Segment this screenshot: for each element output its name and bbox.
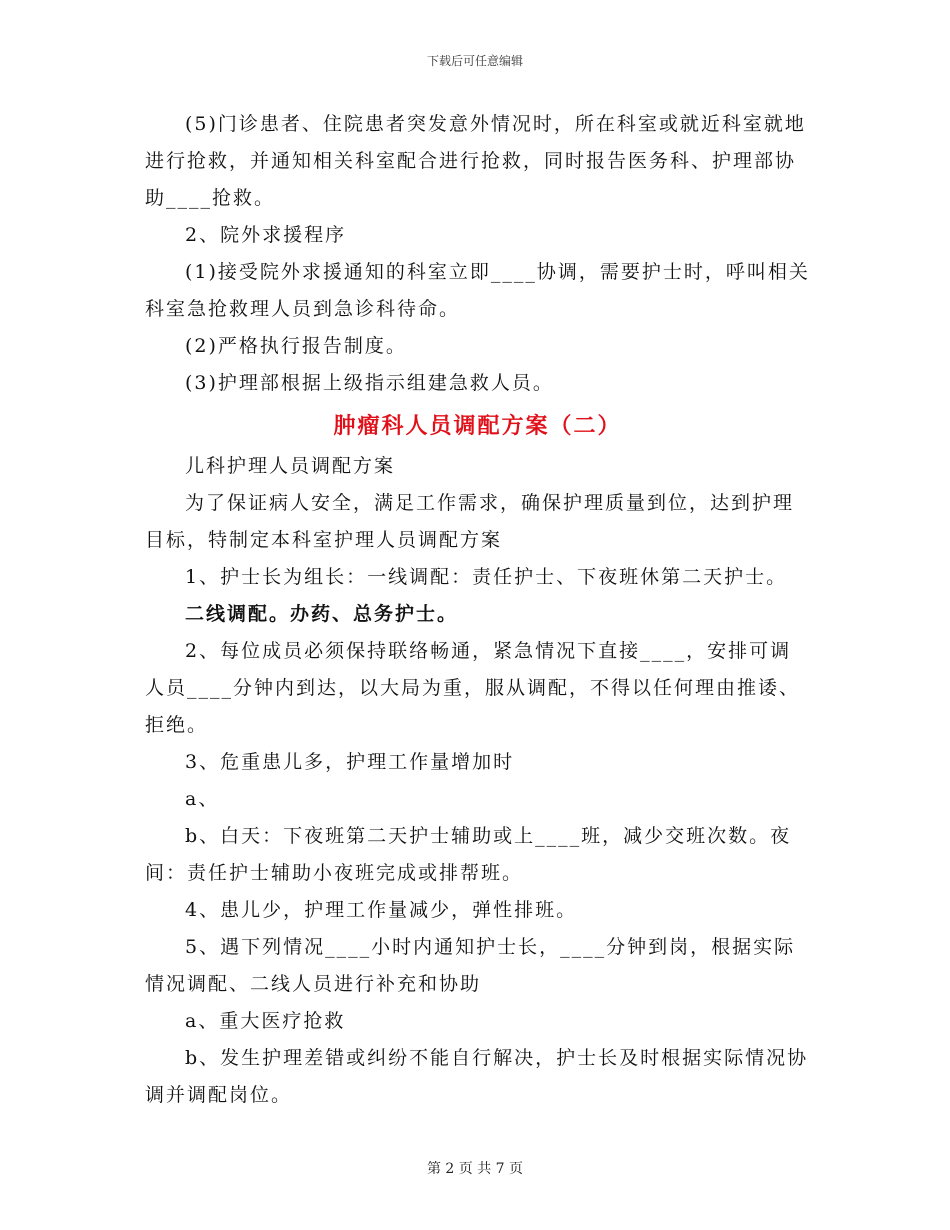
page-header-note: 下载后可任意编辑 xyxy=(426,54,523,68)
section-title: 肿瘤科人员调配方案（二） xyxy=(333,413,622,439)
paragraph: 3、危重患儿多，护理工作量增加时 xyxy=(185,751,515,773)
paragraph: a、重大医疗抢救 xyxy=(185,1010,346,1032)
paragraph: 儿科护理人员调配方案 xyxy=(185,455,396,477)
paragraph: (3)护理部根据上级指示组建急救人员。 xyxy=(185,372,554,394)
document-body xyxy=(145,106,810,1114)
paragraph-bold: 二线调配。办药、总务护士。 xyxy=(185,603,459,625)
paragraph: a、 xyxy=(185,788,220,810)
paragraph: 1、护士长为组长：一线调配：责任护士、下夜班休第二天护士。 xyxy=(185,566,788,588)
paragraph: 2、每位成员必须保持联络畅通，紧急情况下直接____，安排可调人员____分钟内到达，以大局为重，服从调配，不得以任何理由推诿、拒绝。 xyxy=(145,640,801,736)
paragraph: 5、遇下列情况____小时内通知护士长，____分钟到岗，根据实际情况调配、二线人员进行补充和协助 xyxy=(145,936,796,995)
paragraph: (2)严格执行报告制度。 xyxy=(185,335,407,357)
page-footer-number: 第 2 页 共 7 页 xyxy=(426,1161,524,1177)
paragraph: 为了保证病人安全，满足工作需求，确保护理质量到位，达到护理目标，特制定本科室护理人员调配方案 xyxy=(145,492,795,551)
paragraph: 2、院外求援程序 xyxy=(185,224,347,246)
paragraph: 4、患儿少，护理工作量减少，弹性排班。 xyxy=(185,899,578,921)
paragraph: (1)接受院外求援通知的科室立即____协调，需要护士时，呼叫相关科室急抢救理人员到急诊科待命。 xyxy=(145,261,810,320)
paragraph: (5)门诊患者、住院患者突发意外情况时，所在科室或就近科室就地进行抢救，并通知相关科室配合进行抢救，同时报告医务科、护理部协助____抢救。 xyxy=(145,113,806,209)
paragraph: b、白天：下夜班第二天护士辅助或上____班，减少交班次数。夜间：责任护士辅助小夜班完成或排帮班。 xyxy=(145,825,792,884)
paragraph: b、发生护理差错或纠纷不能自行解决，护士长及时根据实际情况协调并调配岗位。 xyxy=(145,1047,809,1106)
